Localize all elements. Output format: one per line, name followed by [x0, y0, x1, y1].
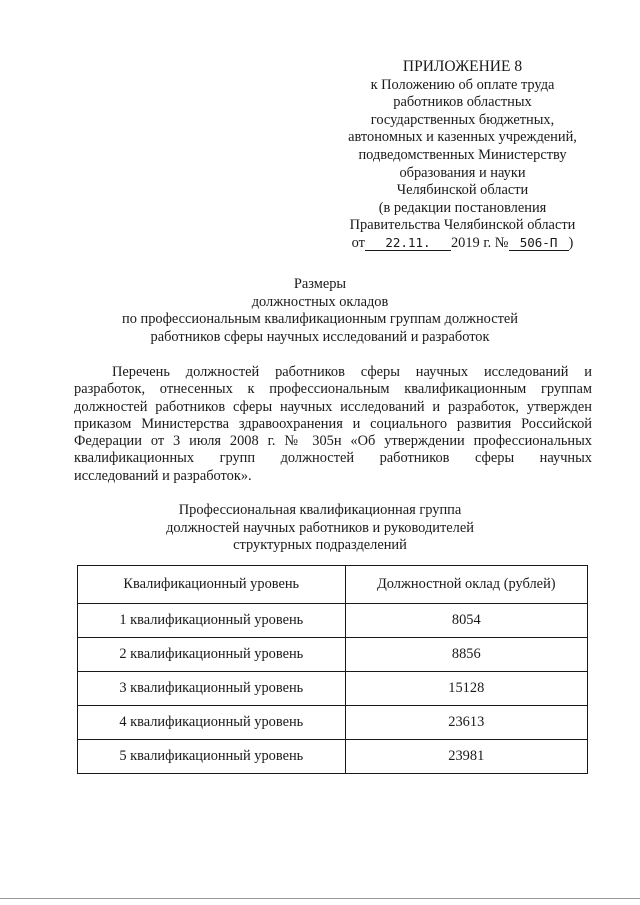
- table-row: [78, 706, 588, 740]
- intro-paragraph: [74, 364, 592, 485]
- table-row: [78, 604, 588, 638]
- appendix-line: Правительства Челябинской области: [349, 217, 576, 234]
- paragraph-line: исследований и разработок».: [74, 467, 252, 484]
- paragraph-line: Федерации от 3 июля 2008 г. № 305н «Об утверждении профессиональных: [74, 433, 592, 450]
- salary-cell: 15128: [345, 672, 587, 706]
- resolution-number: 506-П: [509, 236, 569, 251]
- appendix-line: подведомственных Министерству: [358, 146, 567, 163]
- heading-line: Размеры: [293, 276, 347, 292]
- table-header-row: [78, 566, 588, 604]
- heading-line: работников сферы научных исследований и разработок: [150, 328, 490, 345]
- salary-cell: 8054: [345, 604, 587, 638]
- paragraph-line: приказом Министерства здравоохранения и социального развития Российской: [74, 415, 592, 432]
- appendix-block: [330, 58, 595, 253]
- close-paren: ): [568, 234, 574, 251]
- salary-cell: 23613: [345, 706, 587, 740]
- column-header-salary: Должностной оклад (рублей): [345, 566, 587, 604]
- appendix-line: образования и науки: [399, 164, 526, 181]
- paragraph-line: разработок, отнесенных к профессиональным квалификационным группам: [74, 381, 592, 398]
- table-row: [78, 638, 588, 672]
- from-prefix: от: [351, 234, 365, 251]
- paragraph-line: квалификационных групп должностей работников сферы научных: [74, 450, 592, 467]
- level-cell: 3 квалификационный уровень: [78, 672, 346, 706]
- appendix-line: к Положению об оплате труда: [370, 76, 555, 93]
- resolution-date: 22.11.: [365, 236, 451, 251]
- table-row: [78, 740, 588, 774]
- year-text: 2019 г. №: [450, 234, 509, 251]
- group-heading-line: Профессиональная квалификационная группа: [178, 502, 462, 518]
- group-heading-line: структурных подразделений: [233, 537, 407, 554]
- appendix-title: ПРИЛОЖЕНИЕ 8: [402, 58, 523, 75]
- paragraph-line: Перечень должностей работников сферы научных исследований и: [112, 364, 592, 380]
- appendix-line: работников областных: [393, 94, 532, 111]
- page-bottom-rule: [0, 898, 640, 899]
- heading-line: должностных окладов: [251, 293, 389, 310]
- salary-table: [77, 565, 588, 774]
- salary-cell: 23981: [345, 740, 587, 774]
- resolution-date-line: [330, 235, 595, 253]
- level-cell: 5 квалификационный уровень: [78, 740, 346, 774]
- appendix-line: государственных бюджетных,: [370, 111, 555, 128]
- table-row: [78, 672, 588, 706]
- group-heading: [60, 502, 580, 555]
- level-cell: 2 квалификационный уровень: [78, 638, 346, 672]
- salary-cell: 8856: [345, 638, 587, 672]
- document-heading: [60, 276, 580, 346]
- level-cell: 1 квалификационный уровень: [78, 604, 346, 638]
- appendix-line: автономных и казенных учреждений,: [348, 129, 577, 146]
- column-header-level: Квалификационный уровень: [78, 566, 346, 604]
- heading-line: по профессиональным квалификационным группам должностей: [122, 311, 518, 328]
- appendix-line: (в редакции постановления: [378, 199, 547, 216]
- group-heading-line: должностей научных работников и руководителей: [166, 519, 474, 536]
- appendix-line: Челябинской области: [396, 182, 529, 199]
- level-cell: 4 квалификационный уровень: [78, 706, 346, 740]
- paragraph-line: должностей работников сферы научных исследований и разработок, утвержден: [74, 398, 592, 415]
